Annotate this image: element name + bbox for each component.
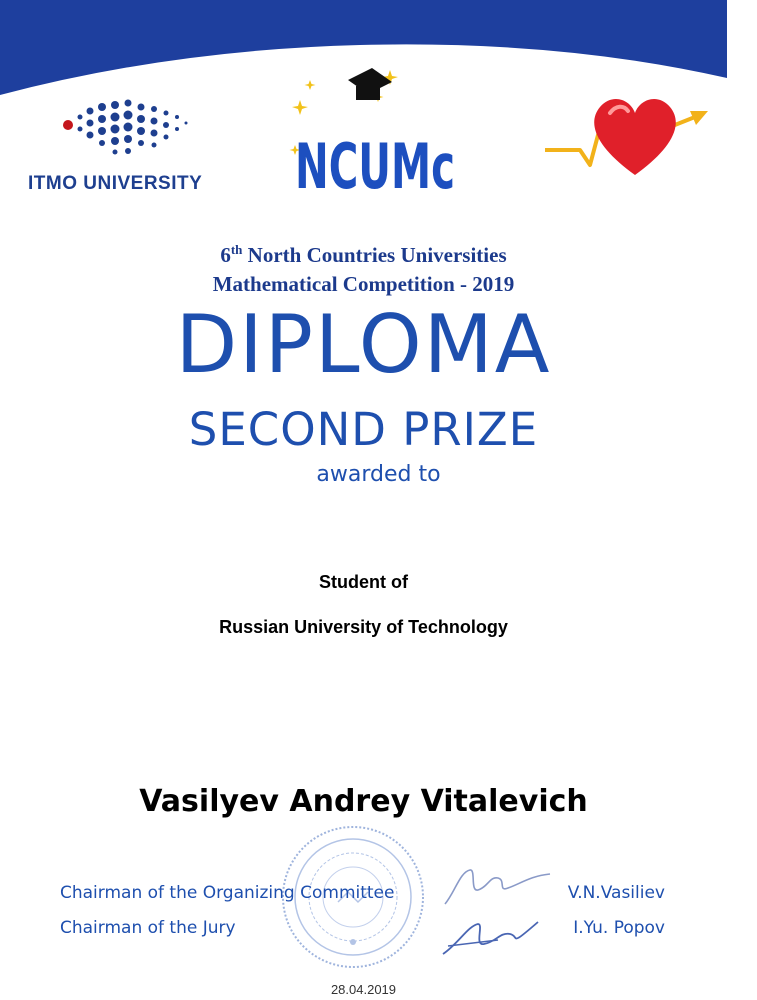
awarded-to-text: awarded to bbox=[316, 462, 441, 487]
role-jury: Chairman of the Jury bbox=[60, 918, 236, 938]
competition-ordinal-suffix: th bbox=[230, 242, 243, 257]
university-name: Russian University of Technology bbox=[219, 617, 508, 637]
signer-1-name: V.N.Vasiliev bbox=[567, 883, 665, 903]
student-of-text: Student of bbox=[319, 572, 408, 592]
role-organizing-committee: Chairman of the Organizing Committee bbox=[60, 883, 395, 903]
recipient-name: Vasilyev Andrey Vitalevich bbox=[139, 784, 588, 819]
signature-2-icon bbox=[438, 914, 548, 959]
competition-ordinal: 6 bbox=[220, 243, 231, 267]
diploma-heading: DIPLOMA bbox=[175, 298, 552, 391]
ncumc-logo bbox=[280, 60, 470, 203]
itmo-dots-icon bbox=[60, 95, 210, 165]
signer-2-name: I.Yu. Popov bbox=[573, 918, 665, 938]
signature-1-icon bbox=[440, 862, 560, 912]
heart-arrow-logo bbox=[540, 85, 710, 195]
issue-date: 28.04.2019 bbox=[330, 982, 397, 997]
ncumc-wordmark: NCUMc bbox=[295, 130, 455, 203]
competition-title-line1 bbox=[120, 235, 607, 270]
competition-title-line1-rest: North Countries Universities bbox=[242, 243, 507, 267]
prize-heading: SECOND PRIZE bbox=[188, 403, 539, 456]
itmo-logo bbox=[20, 95, 230, 195]
competition-title-line2: Mathematical Competition - 2019 bbox=[212, 272, 515, 296]
itmo-wordmark: ITMO UNIVERSITY bbox=[28, 173, 203, 194]
competition-title bbox=[120, 235, 607, 299]
